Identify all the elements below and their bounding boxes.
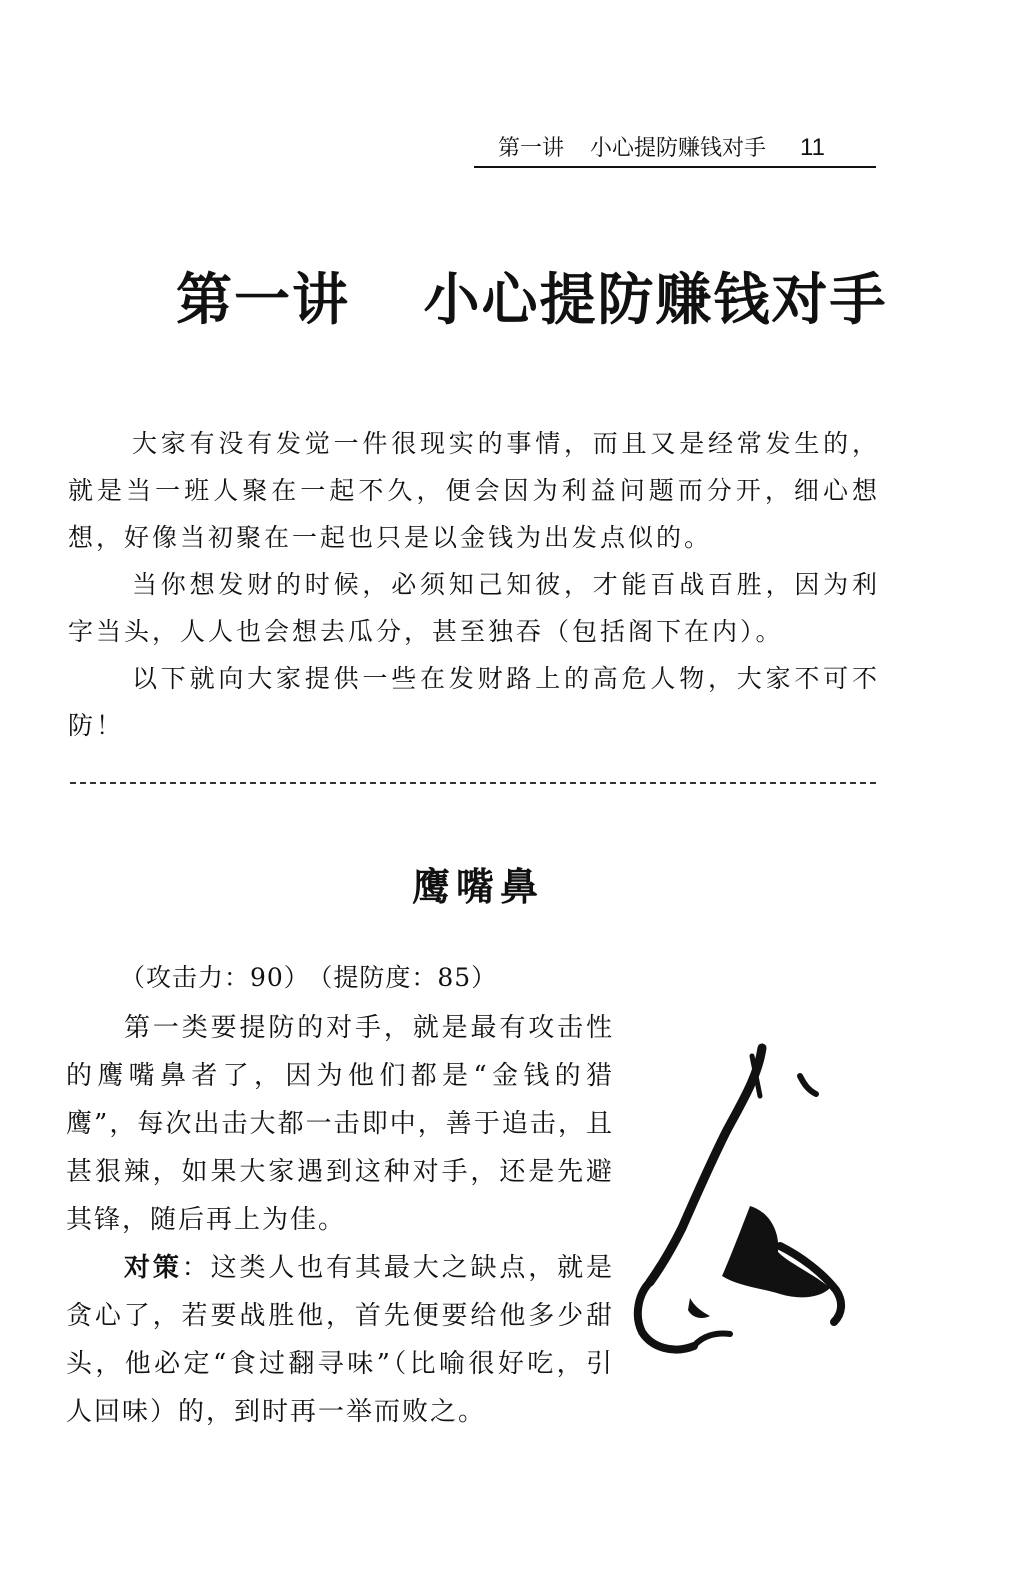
strategy-paragraph bbox=[66, 1244, 614, 1436]
intro-paragraph: 大家有没有发觉一件很现实的事情，而且又是经常发生的，就是当一班人聚在一起不久，便会因为利益问题而分开，细心想想，好像当初聚在一起也只是以金钱为出发点似的。 bbox=[68, 429, 880, 552]
chapter-title bbox=[176, 256, 888, 336]
strategy-label: 对策 bbox=[124, 1253, 182, 1283]
strategy-text: ：这类人也有其最大之缺点，就是贪心了，若要战胜他，首先便要给他多少甜头，他必定“食过翻寻味”（比喻很好吃，引人回味）的，到时再一举而败之。 bbox=[66, 1253, 614, 1427]
running-header bbox=[474, 128, 876, 168]
section-body bbox=[66, 1004, 614, 1436]
section-paragraph: 第一类要提防的对手，就是最有攻击性的鹰嘴鼻者了，因为他们都是“金钱的猎鹰”，每次出击大都一击即中，善于追击，且甚狠辣，如果大家遇到这种对手，还是先避其锋，随后再上为佳。 bbox=[66, 1013, 614, 1235]
intro-paragraph: 当你想发财的时候，必须知己知彼，才能百战百胜，因为利字当头，人人也会想去瓜分，甚至独吞（包括阁下在内）。 bbox=[68, 570, 880, 646]
section-stats bbox=[120, 958, 507, 994]
attack-rating: （攻击力：90） bbox=[120, 963, 310, 992]
section-title: 鹰嘴鼻 bbox=[412, 865, 545, 909]
dashed-divider bbox=[70, 782, 876, 784]
chapter-name: 小心提防赚钱对手 bbox=[423, 268, 888, 333]
page-number: 11 bbox=[800, 134, 825, 161]
chapter-number: 第一讲 bbox=[176, 268, 350, 333]
header-lecture: 第一讲 bbox=[498, 136, 565, 161]
header-topic: 小心提防赚钱对手 bbox=[590, 136, 767, 161]
intro-text bbox=[68, 420, 880, 749]
intro-paragraph: 以下就向大家提供一些在发财路上的高危人物，大家不可不防！ bbox=[68, 664, 880, 740]
defense-rating: （提防度：85） bbox=[319, 963, 498, 992]
nose-illustration bbox=[630, 1036, 856, 1376]
